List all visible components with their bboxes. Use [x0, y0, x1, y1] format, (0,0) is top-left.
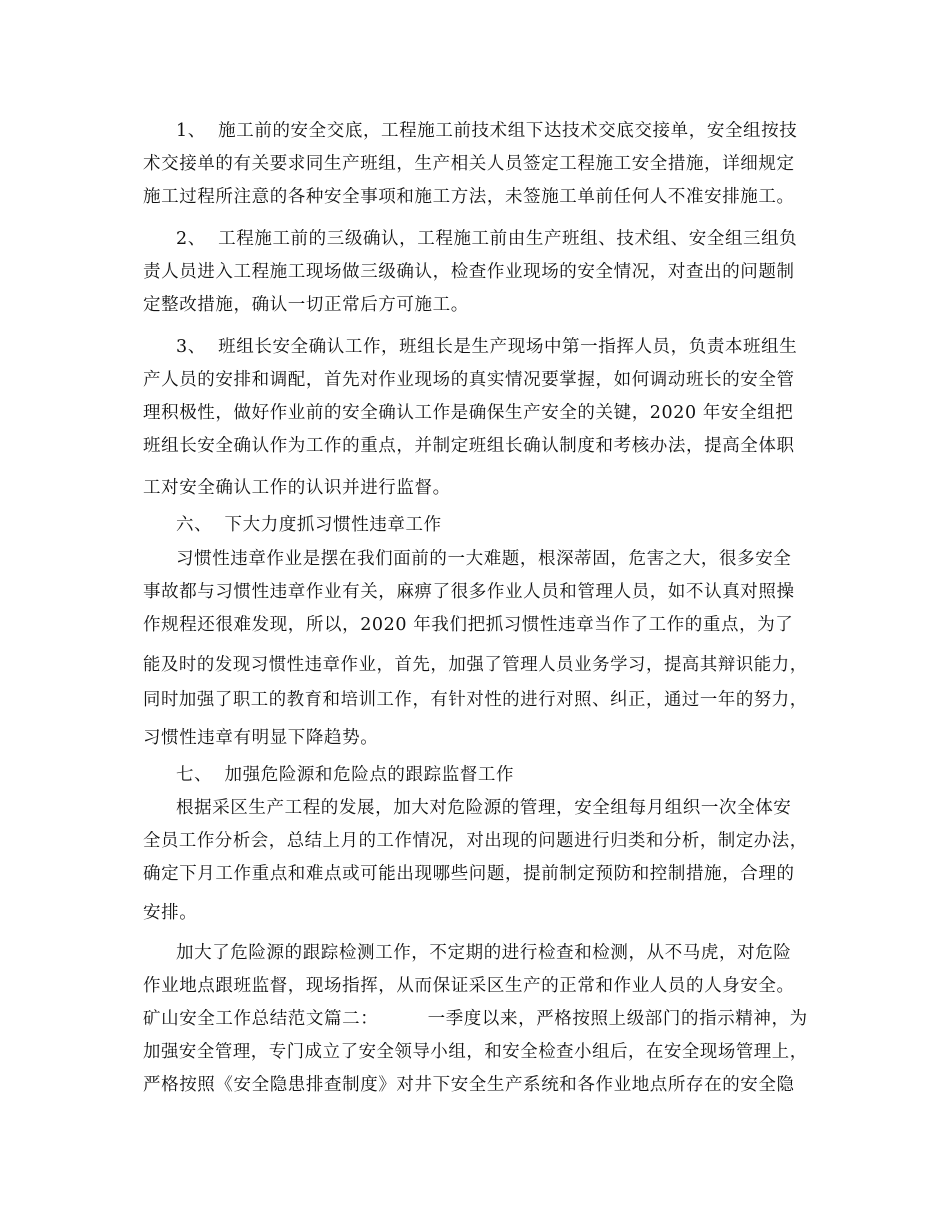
paragraph-line: 确定下月工作重点和难点或可能出现哪些问题，提前制定预防和控制措施，合理的	[143, 864, 795, 884]
paragraph-line: 作规程还很难发现，所以，2020 年我们把抓习惯性违章当作了工作的重点，为了	[143, 615, 794, 635]
paragraph-line: 术交接单的有关要求同生产班组，生产相关人员签定工程施工安全措施，详细规定	[143, 154, 795, 174]
paragraph-line: 根据采区生产工程的发展，加大对危险源的管理，安全组每月组织一次全体安	[176, 798, 792, 818]
paragraph-line: 事故都与习惯性违章作业有关，麻痹了很多作业人员和管理人员，如不认真对照操	[143, 582, 795, 602]
paragraph-line: 班组长安全确认作为工作的重点，并制定班组长确认制度和考核办法，提高全体职	[143, 436, 795, 456]
paragraph-line: 矿山安全工作总结范文篇二： 一季度以来，严格按照上级部门的指示精神，为	[143, 1009, 808, 1029]
paragraph-line: 加大了危险源的跟踪检测工作，不定期的进行检查和检测，从不马虎，对危险	[176, 943, 792, 963]
paragraph-line: 工对安全确认工作的认识并进行监督。	[143, 478, 451, 498]
paragraph-line: 施工过程所注意的各种安全事项和施工方法，未签施工单前任何人不准安排施工。	[143, 187, 795, 207]
paragraph-line: 2、 工程施工前的三级确认，工程施工前由生产班组、技术组、安全组三组负	[176, 229, 798, 249]
paragraph-line: 习惯性违章有明显下降趋势。	[143, 728, 379, 748]
paragraph-line: 产人员的安排和调配，首先对作业现场的真实情况要掌握，如何调动班长的安全管	[143, 370, 795, 390]
paragraph-line: 责人员进入工程施工现场做三级确认，检查作业现场的安全情况，对查出的问题制	[143, 262, 795, 282]
paragraph-line: 定整改措施，确认一切正常后方可施工。	[143, 295, 469, 315]
paragraph-line: 严格按照《安全隐患排查制度》对井下安全生产系统和各作业地点所存在的安全隐	[143, 1075, 795, 1095]
section-heading: 六、 下大力度抓习惯性违章工作	[176, 515, 442, 535]
paragraph-line: 安排。	[143, 903, 198, 923]
section-heading: 七、 加强危险源和危险点的跟踪监督工作	[176, 765, 515, 785]
paragraph-line: 理积极性，做好作业前的安全确认工作是确保生产安全的关键，2020 年安全组把	[143, 403, 794, 423]
paragraph-line: 习惯性违章作业是摆在我们面前的一大难题，根深蒂固，危害之大，很多安全	[176, 549, 792, 569]
paragraph-line: 全员工作分析会，总结上月的工作情况，对出现的问题进行归类和分析，制定办法，	[143, 831, 808, 851]
paragraph-line: 能及时的发现习惯性违章作业，首先，加强了管理人员业务学习，提高其辩识能力，	[143, 655, 808, 675]
paragraph-line: 加强安全管理，专门成立了安全领导小组，和安全检查小组后，在安全现场管理上，	[143, 1042, 808, 1062]
paragraph-line: 1、 施工前的安全交底，工程施工前技术组下达技术交底交接单，安全组按技	[176, 121, 798, 141]
paragraph-line: 3、 班组长安全确认工作，班组长是生产现场中第一指挥人员，负责本班组生	[176, 337, 798, 357]
paragraph-line: 作业地点跟班监督，现场指挥，从而保证采区生产的正常和作业人员的人身安全。	[143, 976, 795, 996]
paragraph-line: 同时加强了职工的教育和培训工作，有针对性的进行对照、纠正，通过一年的努力，	[143, 690, 808, 710]
